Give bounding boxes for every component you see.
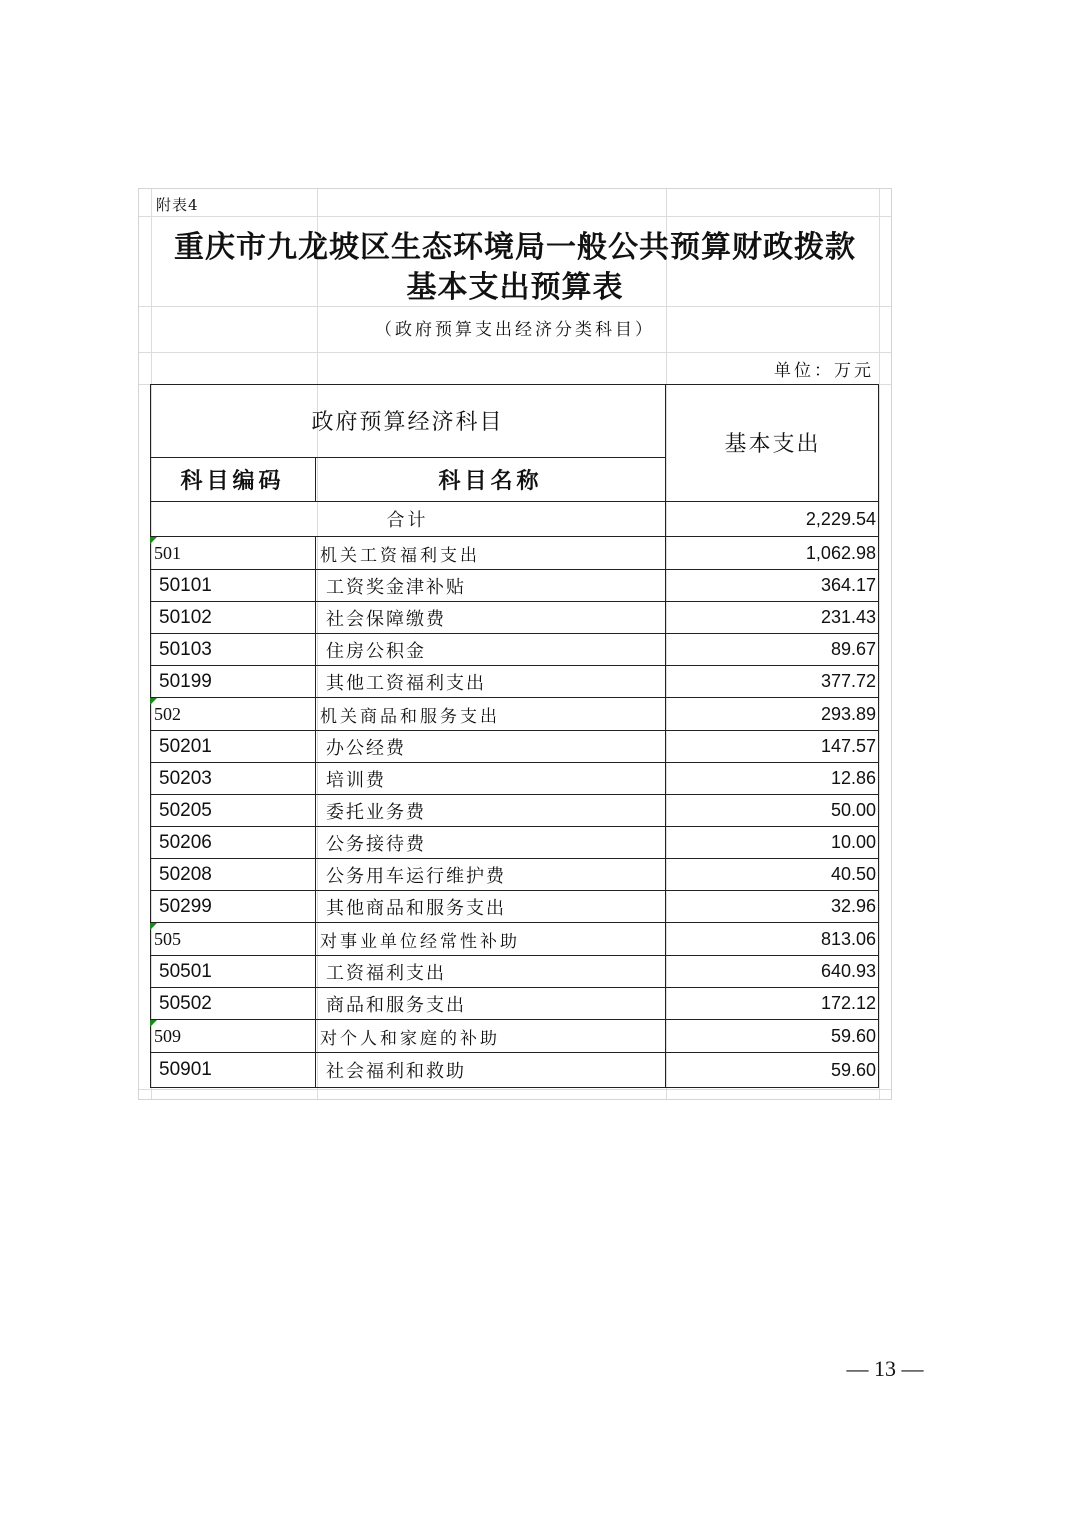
subject-name: 工资福利支出 [316,956,666,988]
table-row [150,1053,879,1088]
table-row [150,859,879,891]
table-row [150,1020,879,1053]
basic-expenditure-value: 813.06 [666,923,879,956]
basic-expenditure-value: 293.89 [666,698,879,731]
total-value: 2,229.54 [666,502,879,537]
basic-expenditure-value: 364.17 [666,570,879,602]
basic-expenditure-value: 1,062.98 [666,537,879,570]
subject-code: 50199 [159,670,212,692]
subject-name: 委托业务费 [316,795,666,827]
subject-name: 培训费 [316,763,666,795]
cell-flag-icon [150,537,157,544]
basic-expenditure-value: 231.43 [666,602,879,634]
subject-code: 50501 [159,960,212,982]
subject-code-cell [150,763,316,795]
subject-code: 50102 [159,606,212,628]
subject-code: 50201 [159,735,212,757]
basic-expenditure-value: 12.86 [666,763,879,795]
page-title-line-2: 基本支出预算表 [406,270,624,305]
page-title-line-1: 重庆市九龙坡区生态环境局一般公共预算财政拨款 [174,230,856,265]
total-label: 合计 [150,502,666,537]
subject-code: 50208 [159,863,212,885]
subject-code-cell [150,698,316,731]
header-subject-code: 科目编码 [150,458,316,502]
header-basic-expenditure: 基本支出 [666,384,879,502]
subject-name: 其他工资福利支出 [316,666,666,698]
page-subtitle: （政府预算支出经济分类科目） [375,320,655,340]
subject-code: 501 [154,542,181,563]
cell-flag-icon [150,1020,157,1027]
subject-name: 对个人和家庭的补助 [316,1020,666,1053]
subject-code-cell [150,956,316,988]
subject-code-cell [150,795,316,827]
table-row [150,827,879,859]
basic-expenditure-value: 640.93 [666,956,879,988]
basic-expenditure-value: 89.67 [666,634,879,666]
subject-code-cell [150,666,316,698]
subject-name: 办公经费 [316,731,666,763]
table-row [150,891,879,923]
table-row [150,602,879,634]
budget-table [150,384,879,1088]
subject-name: 对事业单位经常性补助 [316,923,666,956]
subject-code: 502 [154,703,181,724]
subject-name: 住房公积金 [316,634,666,666]
table-row [150,570,879,602]
basic-expenditure-value: 32.96 [666,891,879,923]
subject-code-cell [150,537,316,570]
subject-code-cell [150,602,316,634]
basic-expenditure-value: 10.00 [666,827,879,859]
table-row [150,795,879,827]
table-row [150,731,879,763]
table-row [150,634,879,666]
unit-label: 单位：万元 [774,361,874,381]
cell-flag-icon [150,923,157,930]
subject-name: 机关商品和服务支出 [316,698,666,731]
subject-code-cell [150,1053,316,1088]
table-row [150,956,879,988]
subject-name: 机关工资福利支出 [316,537,666,570]
subject-code-cell [150,923,316,956]
table-row [150,923,879,956]
subject-name: 工资奖金津补贴 [316,570,666,602]
table-row [150,537,879,570]
total-row [150,502,879,537]
subject-code-cell [150,570,316,602]
basic-expenditure-value: 40.50 [666,859,879,891]
basic-expenditure-value: 147.57 [666,731,879,763]
subject-code: 50502 [159,992,212,1014]
subject-code-cell [150,859,316,891]
basic-expenditure-value: 59.60 [666,1020,879,1053]
subject-code: 505 [154,928,181,949]
basic-expenditure-value: 50.00 [666,795,879,827]
table-row [150,988,879,1020]
subject-name: 其他商品和服务支出 [316,891,666,923]
table-row [150,763,879,795]
table-row [150,666,879,698]
subject-code-cell [150,1020,316,1053]
basic-expenditure-value: 377.72 [666,666,879,698]
subject-code: 50901 [159,1059,212,1080]
subject-name: 公务用车运行维护费 [316,859,666,891]
subject-name: 商品和服务支出 [316,988,666,1020]
subject-name: 公务接待费 [316,827,666,859]
table-row [150,698,879,731]
header-economic-subject: 政府预算经济科目 [150,384,666,458]
header-subject-name: 科目名称 [316,458,666,502]
subject-code: 50103 [159,638,212,660]
page-number: — 13 — [846,1356,924,1381]
basic-expenditure-value: 172.12 [666,988,879,1020]
subject-code: 50206 [159,831,212,853]
subject-code-cell [150,891,316,923]
basic-expenditure-value: 59.60 [666,1053,879,1088]
subject-code: 509 [154,1025,181,1046]
subject-code: 50299 [159,895,212,917]
cell-flag-icon [150,698,157,705]
subject-code: 50205 [159,799,212,821]
subject-code-cell [150,634,316,666]
subject-code-cell [150,827,316,859]
subject-code: 50101 [159,574,212,596]
subject-name: 社会福利和救助 [316,1053,666,1088]
subject-name: 社会保障缴费 [316,602,666,634]
appendix-label: 附表4 [156,196,199,214]
subject-code-cell [150,731,316,763]
subject-code: 50203 [159,767,212,789]
subject-code-cell [150,988,316,1020]
